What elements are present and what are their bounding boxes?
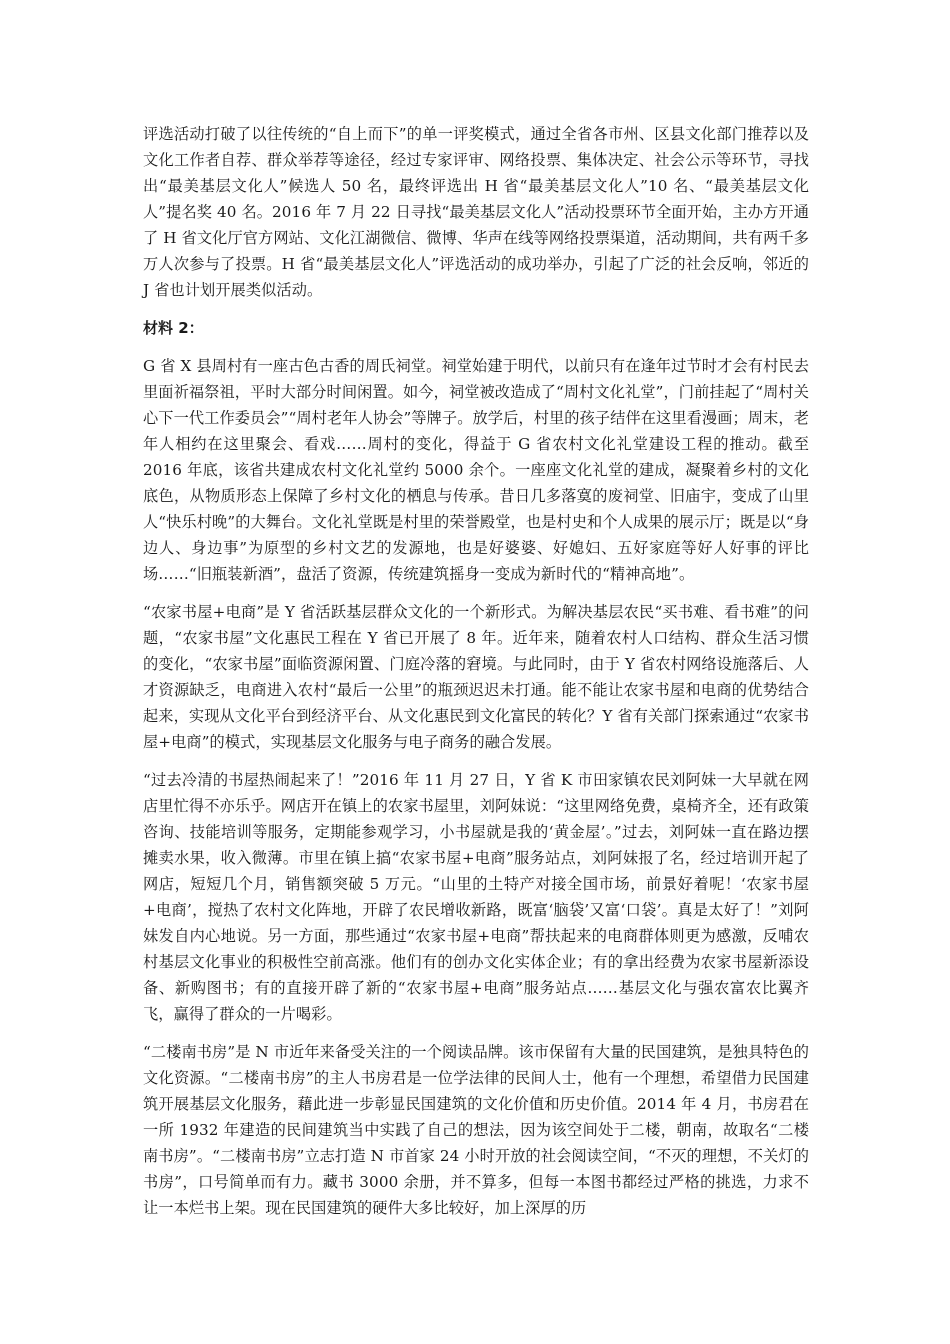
paragraph-1: 评选活动打破了以往传统的“自上而下”的单一评奖模式，通过全省各市州、区县文化部门推荐以及文化工作者自荐、群众举荐等途径，经过专家评审、网络投票、集体决定、社会公示等环节，寻找出“最美基层文化人”候选人 50 名，最终评选出 H 省“最美基层文化人”10 名、“最美基层文化人”提名奖 40 名。2016 年 7 月 22 日寻找“最美基层文化人”活动投票环节全面开始，主办方开通了 H 省文化厅官方网站、文化江湖微信、微博、华声在线等网络投票渠道，活动期间，共有两千多万人次参与了投票。H 省“最美基层文化人”评选活动的成功举办，引起了广泛的社会反响，邻近的 J 省也计划开展类似活动。 — [143, 125, 809, 299]
section-heading-material-2: 材料 2： — [143, 319, 204, 337]
document-page — [143, 121, 809, 1233]
paragraph-4: “过去冷清的书屋热闹起来了！”2016 年 11 月 27 日，Y 省 K 市田家镇农民刘阿妹一大早就在网店里忙得不亦乐乎。网店开在镇上的农家书屋里，刘阿妹说：“这里网络免费，桌椅齐全，还有政策咨询、技能培训等服务，定期能参观学习，小书屋就是我的‘黄金屋’。”过去，刘阿妹一直在路边摆摊卖水果，收入微薄。市里在镇上搞“农家书屋+电商”服务站点，刘阿妹报了名，经过培训开起了网店，短短几个月，销售额突破 5 万元。“山里的土特产对接全国市场，前景好着呢！‘农家书屋+电商’，搅热了农村文化阵地，开辟了农民增收新路，既富‘脑袋’又富‘口袋’。真是太好了！”刘阿妹发自内心地说。另一方面，那些通过“农家书屋+电商”帮扶起来的电商群体则更为感激，反哺农村基层文化事业的积极性空前高涨。他们有的创办文化实体企业；有的拿出经费为农家书屋新添设备、新购图书；有的直接开辟了新的“农家书屋+电商”服务站点……基层文化与强农富农比翼齐飞，赢得了群众的一片喝彩。 — [143, 771, 809, 1023]
paragraph-5: “二楼南书房”是 N 市近年来备受关注的一个阅读品牌。该市保留有大量的民国建筑，是独具特色的文化资源。“二楼南书房”的主人书房君是一位学法律的民间人士，他有一个理想，希望借力民国建筑开展基层文化服务，藉此进一步彰显民国建筑的文化价值和历史价值。2014 年 4 月，书房君在一所 1932 年建造的民间建筑当中实践了自己的想法，因为该空间处于二楼，朝南，故取名“二楼南书房”。“二楼南书房”立志打造 N 市首家 24 小时开放的社会阅读空间，“不灭的理想，不关灯的书房”，口号简单而有力。藏书 3000 余册，并不算多，但每一本图书都经过严格的挑选，力求不让一本烂书上架。现在民国建筑的硬件大多比较好，加上深厚的历 — [143, 1043, 809, 1217]
paragraph-3: “农家书屋+电商”是 Y 省活跃基层群众文化的一个新形式。为解决基层农民“买书难、看书难”的问题，“农家书屋”文化惠民工程在 Y 省已开展了 8 年。近年来，随着农村人口结构、群众生活习惯的变化，“农家书屋”面临资源闲置、门庭冷落的窘境。与此同时，由于 Y 省农村网络设施落后、人才资源缺乏，电商进入农村“最后一公里”的瓶颈迟迟未打通。能不能让农家书屋和电商的优势结合起来，实现从文化平台到经济平台、从文化惠民到文化富民的转化？Y 省有关部门探索通过“农家书屋+电商”的模式，实现基层文化服务与电子商务的融合发展。 — [143, 603, 809, 751]
paragraph-2: G 省 X 县周村有一座古色古香的周氏祠堂。祠堂始建于明代，以前只有在逢年过节时才会有村民去里面祈福祭祖，平时大部分时间闲置。如今，祠堂被改造成了“周村文化礼堂”，门前挂起了“周村关心下一代工作委员会”“周村老年人协会”等牌子。放学后，村里的孩子结伴在这里看漫画；周末，老年人相约在这里聚会、看戏……周村的变化，得益于 G 省农村文化礼堂建设工程的推动。截至 2016 年底，该省共建成农村文化礼堂约 5000 余个。一座座文化礼堂的建成，凝聚着乡村的文化底色，从物质形态上保障了乡村文化的栖息与传承。昔日几多落寞的废祠堂、旧庙宇，变成了山里人“快乐村晚”的大舞台。文化礼堂既是村里的荣誉殿堂，也是村史和个人成果的展示厅；既是以“身边人、身边事”为原型的乡村文艺的发源地，也是好婆婆、好媳妇、五好家庭等好人好事的评比场……“旧瓶装新酒”，盘活了资源，传统建筑摇身一变成为新时代的“精神高地”。 — [143, 357, 809, 583]
